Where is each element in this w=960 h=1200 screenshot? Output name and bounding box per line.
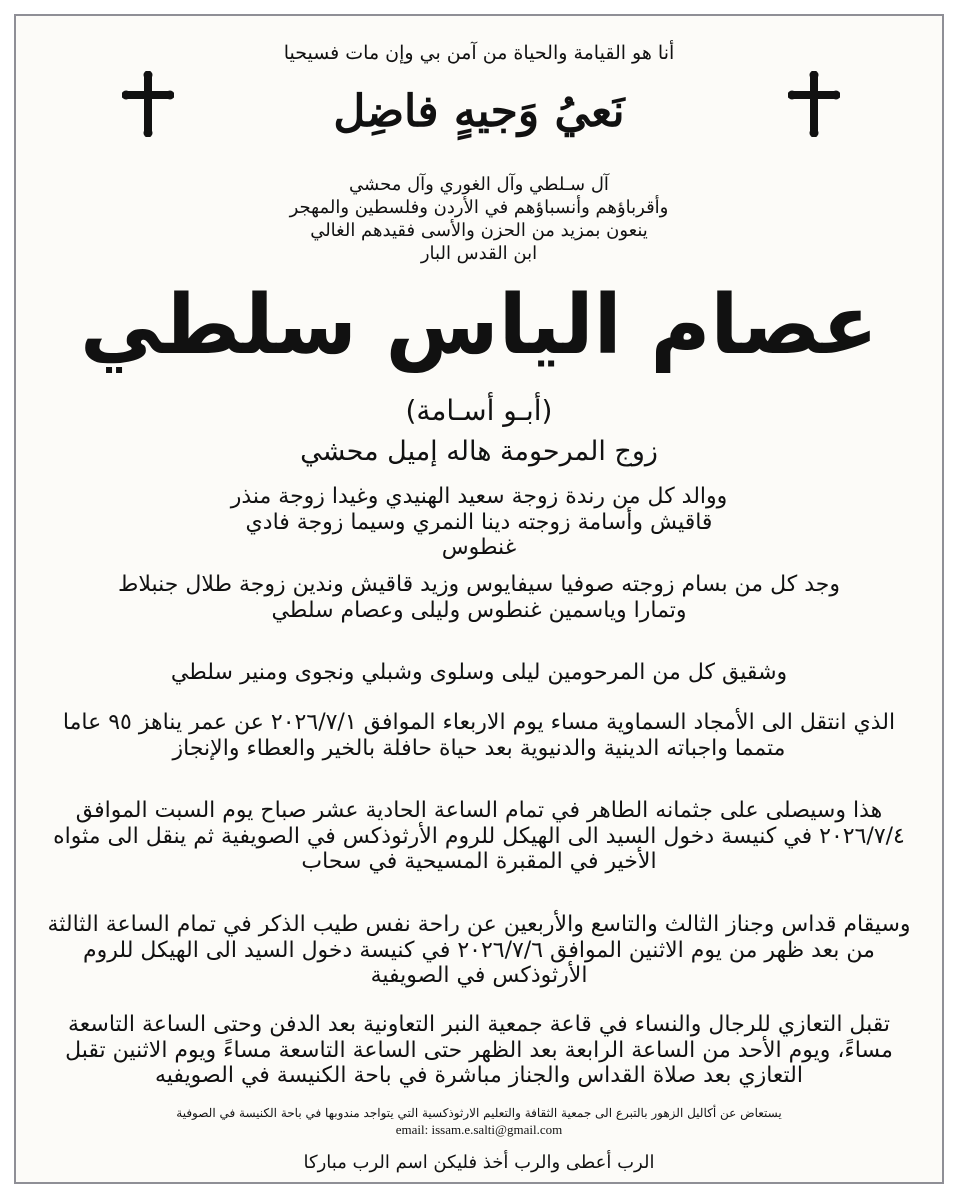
obituary-notice bbox=[14, 14, 944, 1184]
condolences-paragraph: تقبل التعازي للرجال والنساء في قاعة جمعية النبر التعاونية بعد الدفن وحتى الساعة التاسعة مساءً، ويوم الأحد من الساعة الرابعة بعد الظهر حتى الساعة التاسعة مساءً ويوم الاثنين تقبل التعازي بعد صلاة القداس والجناز مباشرة في باحة الكنيسة في الصويفيه bbox=[65, 1012, 893, 1089]
siblings-paragraph: وشقيق كل من المرحومين ليلى وسلوى وشبلي ونجوى ومنير سلطي bbox=[170, 660, 788, 685]
deceased-name: عصام الياس سلطي bbox=[79, 278, 879, 373]
children-paragraph: ووالد كل من رندة زوجة سعيد الهنيدي وغيدا زوجة منذر قاقيش وأسامة زوجته دينا النمري وسيما زوجة فادي غنطوس bbox=[230, 484, 728, 561]
passing-paragraph: الذي انتقل الى الأمجاد السماوية مساء يوم الاربعاء الموافق ٢٠٢٦/٧/١ عن عمر يناهز ٩٥ عاما متمما واجباته الدينية والدنيوية بعد حياة حافلة بالخير والعطاء والإنجاز bbox=[62, 710, 896, 761]
family-line: آل سـلطي وآل الغوري وآل محشي bbox=[349, 174, 609, 195]
nickname: (أبـو أسـامة) bbox=[405, 394, 553, 427]
memorial-paragraph: وسيقام قداس وجناز الثالث والتاسع والأربعين عن راحة نفس طيب الذكر في تمام الساعة الثالثة من بعد ظهر من يوم الاثنين الموافق ٢٠٢٦/٧/٦ في كنيسة دخول السيد الى الهيكل للروم الأرثوذكس في الصويفية bbox=[47, 912, 911, 989]
funeral-paragraph: هذا وسيصلى على جثمانه الطاهر في تمام الساعة الحادية عشر صباح يوم السبت الموافق ٢٠٢٦/٧/٤ في كنيسة دخول السيد الى الهيكل للروم الأرثوذكس في الصويفية ثم ينقل الى مثواه الأخير في المقبرة المسيحية في سحاب bbox=[53, 798, 905, 875]
family-line: وأقرباؤهم وأنسباؤهم في الأردن وفلسطين والمهجر bbox=[289, 197, 669, 218]
donation-note: يستعاض عن أكاليل الزهور بالتبرع الى جمعية الثقافة والتعليم الارثوذكسية التي يتواجد مندوبها في باحة الكنيسة في الصوفية bbox=[176, 1106, 782, 1120]
closing-verse: الرب أعطى والرب أخذ فليكن اسم الرب مباركا bbox=[303, 1152, 655, 1173]
grandchildren-paragraph: وجد كل من بسام زوجته صوفيا سيفايوس وزيد قاقيش وندين زوجة طلال جنبلاط وتمارا وياسمين غنطوس وليلى وعصام سلطي bbox=[118, 572, 840, 623]
family-line: ينعون بمزيد من الحزن والأسى فقيدهم الغالي bbox=[310, 220, 648, 241]
spouse-line: زوج المرحومة هاله إميل محشي bbox=[300, 436, 658, 467]
notice-title: نَعيُ وَجيهٍ فاضِل bbox=[333, 86, 625, 137]
bible-verse: أنا هو القيامة والحياة من آمن بي وإن مات فسيحيا bbox=[283, 42, 675, 64]
family-line: ابن القدس البار bbox=[420, 243, 538, 264]
contact-email: email: issam.e.salti@gmail.com bbox=[395, 1122, 563, 1137]
